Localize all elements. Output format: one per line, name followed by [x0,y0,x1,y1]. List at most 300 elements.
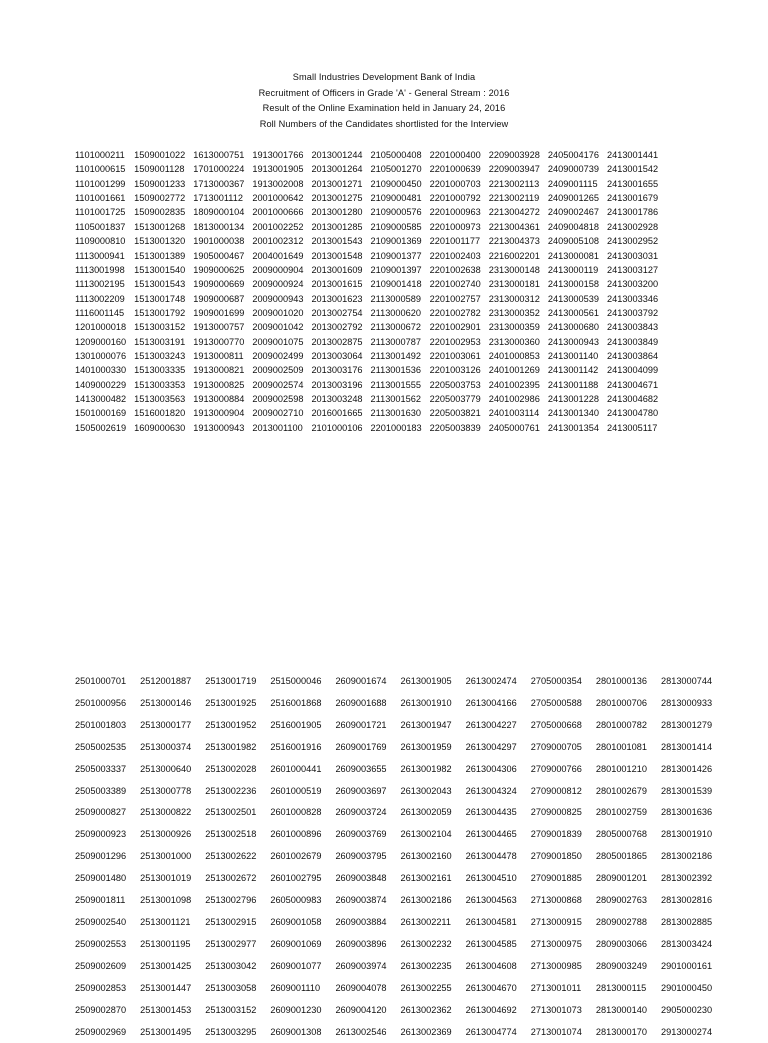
roll-number-cell: 2613002255 [401,978,452,1000]
roll-number-cell: 2201002757 [430,292,481,306]
roll-number-cell: 2713000915 [531,912,582,934]
roll-number-cell: 1909000625 [193,263,244,277]
roll-number-cell: 2405000761 [489,421,540,435]
roll-number-cell: 2109000450 [371,177,422,191]
roll-number-cell: 2313000360 [489,335,540,349]
roll-number-cell: 2605000983 [270,890,321,912]
roll-number-cell: 2413001228 [548,392,599,406]
roll-number-cell: 2016001665 [311,406,362,420]
roll-number-cell: 2901000161 [661,956,712,978]
roll-number-cell: 2513001019 [140,868,191,890]
roll-number-cell: 1809000104 [193,205,244,219]
roll-number-cell: 2009002710 [252,406,303,420]
roll-number-cell: 2209003947 [489,162,540,176]
roll-number-cell: 2105001270 [371,162,422,176]
roll-number-cell: 2609003874 [335,890,386,912]
roll-number-cell: 2413001542 [607,162,658,176]
roll-number-cell: 2509002553 [75,934,126,956]
roll-number-cell: 2009002574 [252,378,303,392]
roll-number-cell: 2813000933 [661,693,712,715]
roll-number-cell: 2209003928 [489,148,540,162]
roll-number-cell: 2013001543 [311,234,362,248]
roll-number-cell: 2201002953 [430,335,481,349]
roll-number-cell: 2413002928 [607,220,658,234]
roll-number-cell: 2613002362 [401,1000,452,1022]
roll-number-cell: 2413004780 [607,406,658,420]
roll-number-cell: 2413001679 [607,191,658,205]
roll-number-cell: 2013002754 [311,306,362,320]
roll-number-cell: 2613002546 [335,1022,386,1043]
roll-number-cell: 2601000828 [270,802,321,824]
roll-number-cell: 2609001110 [270,978,321,1000]
roll-number-cell: 2609003974 [335,956,386,978]
roll-number-cell: 2513001425 [140,956,191,978]
roll-number-cell: 2813001426 [661,759,712,781]
roll-number-cell: 2513001952 [205,715,256,737]
roll-number-cell: 1409000229 [75,378,126,392]
roll-number-cell: 2609003896 [335,934,386,956]
roll-number-cell: 1113002209 [75,292,126,306]
roll-number-cell: 2313000352 [489,306,540,320]
roll-number-cell: 2205003779 [430,392,481,406]
roll-number-cell: 2013001285 [311,220,362,234]
roll-number-cell: 2513001925 [205,693,256,715]
roll-number-cell: 1513001540 [134,263,185,277]
roll-number-cell: 2609001688 [335,693,386,715]
roll-number-cell: 2509001480 [75,868,126,890]
roll-number-cell: 2513002796 [205,890,256,912]
roll-number-cell: 1513001268 [134,220,185,234]
roll-number-cell: 2813000170 [596,1022,647,1043]
roll-number-cell: 2713000985 [531,956,582,978]
roll-number-cell: 2009002499 [252,349,303,363]
roll-number-cell: 1913000757 [193,320,244,334]
roll-number-cell: 2613004306 [466,759,517,781]
roll-number-cell: 2513000640 [140,759,191,781]
roll-number-cell: 1609000630 [134,421,185,435]
roll-number-cell: 2613002104 [401,824,452,846]
roll-number-cell: 2401001269 [489,363,540,377]
roll-number-cell: 2601000519 [270,781,321,803]
roll-number-cell: 2013003064 [311,349,362,363]
roll-number-cell: 2513002977 [205,934,256,956]
roll-number-cell: 1701000224 [193,162,244,176]
roll-number-cell: 1909000669 [193,277,244,291]
roll-number-cell: 2013001271 [311,177,362,191]
roll-number-cell: 2613002059 [401,802,452,824]
roll-number-cell: 2801000136 [596,671,647,693]
roll-number-cell: 2513001453 [140,1000,191,1022]
roll-number-cell: 2613001959 [401,737,452,759]
roll-number-cell: 2613002160 [401,846,452,868]
roll-number-cell: 2201000792 [430,191,481,205]
roll-number-cell: 2201000973 [430,220,481,234]
roll-number-cell: 2709000812 [531,781,582,803]
roll-number-cell: 2013001244 [311,148,362,162]
roll-number-cell: 2609004078 [335,978,386,1000]
roll-number-cell: 1513001320 [134,234,185,248]
roll-number-cell: 2813002885 [661,912,712,934]
header-shortlist-note: Roll Numbers of the Candidates shortlisted for the Interview [0,117,768,133]
roll-number-cell: 1909000687 [193,292,244,306]
roll-number-cell: 2413003200 [607,277,658,291]
roll-number-cell: 1513003243 [134,349,185,363]
roll-number-cell: 1513003335 [134,363,185,377]
roll-number-cell: 1301000076 [75,349,126,363]
roll-number-cell: 2109001377 [371,249,422,263]
roll-number-cell: 2801001210 [596,759,647,781]
roll-number-cell: 2013003176 [311,363,362,377]
roll-number-cell: 2009001042 [252,320,303,334]
roll-number-cell: 2113001555 [371,378,422,392]
roll-number-cell: 2705000354 [531,671,582,693]
header-bank-name: Small Industries Development Bank of India [0,70,768,86]
roll-number-cell: 2113001536 [371,363,422,377]
roll-number-cell: 1913000825 [193,378,244,392]
roll-number-cell: 2513002518 [205,824,256,846]
roll-number-cell: 2004001649 [252,249,303,263]
roll-number-cell: 2413003864 [607,349,658,363]
roll-number-cell: 1913002008 [252,177,303,191]
roll-number-cell: 1401000330 [75,363,126,377]
roll-number-cell: 2613001947 [401,715,452,737]
roll-number-cell: 2513001000 [140,846,191,868]
roll-number-cell: 2513001098 [140,890,191,912]
roll-number-cell: 2109001369 [371,234,422,248]
roll-number-cell: 2509000827 [75,802,126,824]
roll-number-cell: 2201000400 [430,148,481,162]
roll-number-cell: 2513003042 [205,956,256,978]
roll-number-cell: 2901000450 [661,978,712,1000]
roll-number-cell: 2513001495 [140,1022,191,1043]
roll-number-cell: 1909001699 [193,306,244,320]
roll-number-cell: 2813001910 [661,824,712,846]
roll-number-cell: 2709001850 [531,846,582,868]
roll-number-cell: 2513002672 [205,868,256,890]
roll-number-cell: 2709000825 [531,802,582,824]
roll-number-cell: 2813001636 [661,802,712,824]
roll-number-cell: 2801000706 [596,693,647,715]
roll-number-cell: 2813000140 [596,1000,647,1022]
roll-number-cell: 2113000787 [371,335,422,349]
roll-number-cell: 2613004435 [466,802,517,824]
roll-number-cell: 1913000811 [193,349,244,363]
roll-number-cell: 2509002870 [75,1000,126,1022]
roll-number-cell: 2513002236 [205,781,256,803]
roll-number-cell: 2201002403 [430,249,481,263]
roll-number-cell: 2516001905 [270,715,321,737]
roll-number-cell: 2613004585 [466,934,517,956]
roll-number-cell: 2413005117 [607,421,658,435]
roll-number-cell: 2513000374 [140,737,191,759]
roll-number-cell: 1713001112 [193,191,244,205]
roll-number-cell: 2405004176 [548,148,599,162]
roll-number-cell: 1109000810 [75,234,126,248]
roll-number-cell: 2513001121 [140,912,191,934]
roll-number-cell: 1116001145 [75,306,126,320]
roll-number-cell: 1509001233 [134,177,185,191]
roll-number-cell: 2513002622 [205,846,256,868]
roll-number-cell: 2213004361 [489,220,540,234]
roll-number-cell: 2509002540 [75,912,126,934]
roll-number-cell: 2713001011 [531,978,582,1000]
roll-number-cell: 2413000539 [548,292,599,306]
roll-number-cell: 2601000896 [270,824,321,846]
roll-number-cell: 2113000620 [371,306,422,320]
roll-number-cell: 2613004563 [466,890,517,912]
roll-number-cell: 2801001081 [596,737,647,759]
roll-number-cell: 1613000751 [193,148,244,162]
roll-number-cell: 2905000230 [661,1000,712,1022]
roll-number-cell: 2513002915 [205,912,256,934]
roll-number-cell: 2505003337 [75,759,126,781]
roll-number-cell: 2113001492 [371,349,422,363]
roll-number-cell: 2609003655 [335,759,386,781]
roll-number-cell: 2413003849 [607,335,658,349]
roll-number-cell: 1101001299 [75,177,126,191]
roll-number-cell: 2413003792 [607,306,658,320]
roll-number-cell: 2613002235 [401,956,452,978]
roll-number-cell: 2513001195 [140,934,191,956]
roll-number-cell: 2913000274 [661,1022,712,1043]
roll-number-cell: 2413001188 [548,378,599,392]
roll-number-cell: 2109000576 [371,205,422,219]
roll-number-cell: 2613004478 [466,846,517,868]
roll-number-cell: 2609001077 [270,956,321,978]
roll-number-cell: 2505002535 [75,737,126,759]
roll-number-cell: 2413001142 [548,363,599,377]
roll-number-cell: 1713000367 [193,177,244,191]
roll-number-cell: 2201002782 [430,306,481,320]
roll-number-cell: 1905000467 [193,249,244,263]
roll-number-cell: 2516001916 [270,737,321,759]
roll-number-cell: 2613004581 [466,912,517,934]
roll-number-cell: 2201003126 [430,363,481,377]
roll-number-cell: 2413003346 [607,292,658,306]
roll-number-cell: 2809003066 [596,934,647,956]
roll-number-cell: 2409000739 [548,162,599,176]
roll-number-cell: 2501001803 [75,715,126,737]
roll-number-cell: 2113001562 [371,392,422,406]
roll-number-cell: 2513000778 [140,781,191,803]
roll-number-cell: 2401000853 [489,349,540,363]
roll-number-cell: 2009000924 [252,277,303,291]
roll-number-cell: 2613001910 [401,693,452,715]
roll-number-cell: 1913000821 [193,363,244,377]
roll-number-cell: 1509001128 [134,162,185,176]
roll-number-cell: 2505003389 [75,781,126,803]
roll-number-cell: 2101000106 [311,421,362,435]
roll-number-cell: 2601002679 [270,846,321,868]
roll-number-cell: 2413001655 [607,177,658,191]
roll-number-cell: 2213004373 [489,234,540,248]
roll-number-cell: 2013001548 [311,249,362,263]
roll-number-cell: 2809003249 [596,956,647,978]
roll-number-table-2 [75,671,712,1043]
roll-number-cell: 2609004120 [335,1000,386,1022]
roll-number-cell: 2512001887 [140,671,191,693]
roll-number-cell: 2609003848 [335,868,386,890]
roll-number-cell: 2009000943 [252,292,303,306]
roll-number-cell: 2809002763 [596,890,647,912]
roll-number-cell: 2313000181 [489,277,540,291]
roll-number-cell: 2201003061 [430,349,481,363]
roll-number-cell: 2613002232 [401,934,452,956]
roll-number-cell: 1913000943 [193,421,244,435]
roll-number-cell: 2501000701 [75,671,126,693]
roll-number-cell: 2113001630 [371,406,422,420]
roll-number-cell: 2613004774 [466,1022,517,1043]
roll-number-cell: 1513001792 [134,306,185,320]
roll-number-cell: 2013002792 [311,320,362,334]
roll-number-cell: 2509001811 [75,890,126,912]
roll-number-cell: 1513001389 [134,249,185,263]
roll-number-cell: 2613004670 [466,978,517,1000]
roll-number-cell: 2709001839 [531,824,582,846]
roll-number-cell: 2013001280 [311,205,362,219]
header-exam-result: Result of the Online Examination held in January 24, 2016 [0,101,768,117]
roll-number-cell: 2413001441 [607,148,658,162]
roll-number-cell: 2313000148 [489,263,540,277]
roll-number-cell: 2613002043 [401,781,452,803]
roll-number-cell: 2409005108 [548,234,599,248]
roll-number-cell: 2613001905 [401,671,452,693]
roll-number-cell: 2513000177 [140,715,191,737]
roll-number-cell: 1209000160 [75,335,126,349]
roll-number-cell: 2613004510 [466,868,517,890]
roll-number-cell: 2609001069 [270,934,321,956]
roll-number-cell: 2813002816 [661,890,712,912]
roll-number-cell: 2613002161 [401,868,452,890]
roll-number-cell: 2413004671 [607,378,658,392]
roll-number-cell: 2413001786 [607,205,658,219]
roll-number-cell: 2613002186 [401,890,452,912]
roll-number-cell: 2201002740 [430,277,481,291]
roll-number-cell: 2413004682 [607,392,658,406]
roll-number-cell: 2413000943 [548,335,599,349]
roll-number-cell: 2409001265 [548,191,599,205]
roll-number-cell: 1516001820 [134,406,185,420]
roll-number-cell: 2201000183 [371,421,422,435]
roll-number-cell: 2109001418 [371,277,422,291]
roll-number-cell: 2705000588 [531,693,582,715]
roll-number-cell: 2013001609 [311,263,362,277]
roll-number-cell: 2813000115 [596,978,647,1000]
roll-number-cell: 2609001058 [270,912,321,934]
roll-number-cell: 2613004227 [466,715,517,737]
roll-number-cell: 2413003031 [607,249,658,263]
roll-number-cell: 1513003563 [134,392,185,406]
roll-number-cell: 2813001414 [661,737,712,759]
roll-number-cell: 1513001543 [134,277,185,291]
roll-number-cell: 2515000046 [270,671,321,693]
roll-number-cell: 2513003295 [205,1022,256,1043]
roll-number-cell: 2609003769 [335,824,386,846]
roll-number-cell: 2109000481 [371,191,422,205]
roll-number-cell: 1101000615 [75,162,126,176]
roll-number-cell: 2413000561 [548,306,599,320]
roll-number-cell: 1505002619 [75,421,126,435]
roll-number-cell: 2713000975 [531,934,582,956]
roll-number-cell: 2013001275 [311,191,362,205]
roll-number-cell: 1113002195 [75,277,126,291]
roll-number-cell: 2213002119 [489,191,540,205]
roll-number-cell: 2813001279 [661,715,712,737]
roll-number-cell: 2705000668 [531,715,582,737]
roll-number-cell: 2013003248 [311,392,362,406]
roll-number-cell: 2713000868 [531,890,582,912]
roll-number-cell: 2709001885 [531,868,582,890]
roll-number-cell: 2413004099 [607,363,658,377]
roll-number-cell: 2801002759 [596,802,647,824]
roll-number-cell: 2013001100 [252,421,303,435]
roll-number-cell: 1513003191 [134,335,185,349]
roll-number-cell: 2413003843 [607,320,658,334]
roll-number-cell: 2113000672 [371,320,422,334]
roll-number-cell: 2009002509 [252,363,303,377]
roll-number-cell: 1509002835 [134,205,185,219]
roll-number-cell: 1201000018 [75,320,126,334]
roll-number-cell: 2613004297 [466,737,517,759]
roll-number-cell: 2513003152 [205,1000,256,1022]
roll-number-cell: 2813001539 [661,781,712,803]
roll-number-cell: 2105000408 [371,148,422,162]
roll-number-cell: 2609003884 [335,912,386,934]
roll-number-cell: 2613002211 [401,912,452,934]
roll-number-cell: 2601002795 [270,868,321,890]
roll-number-cell: 2313000359 [489,320,540,334]
roll-number-cell: 2201002901 [430,320,481,334]
roll-number-cell: 2509002853 [75,978,126,1000]
roll-number-cell: 2513000926 [140,824,191,846]
roll-number-cell: 2013002875 [311,335,362,349]
document-header [0,70,768,132]
roll-number-cell: 2413001354 [548,421,599,435]
roll-number-cell: 2805000768 [596,824,647,846]
roll-number-cell: 2813000744 [661,671,712,693]
roll-number-cell: 2609003697 [335,781,386,803]
roll-number-cell: 1501000169 [75,406,126,420]
roll-number-cell: 2409002467 [548,205,599,219]
roll-number-cell: 2609003795 [335,846,386,868]
roll-number-table-1 [75,148,658,435]
roll-number-cell: 2613001982 [401,759,452,781]
roll-number-cell: 2609001230 [270,1000,321,1022]
roll-number-cell: 2013003196 [311,378,362,392]
roll-number-cell: 2513002501 [205,802,256,824]
roll-number-cell: 1913000884 [193,392,244,406]
roll-number-cell: 2205003839 [430,421,481,435]
roll-number-cell: 1105001837 [75,220,126,234]
roll-number-cell: 2001002252 [252,220,303,234]
roll-number-cell: 1513003152 [134,320,185,334]
roll-number-cell: 2509001296 [75,846,126,868]
roll-number-cell: 1101001725 [75,205,126,219]
roll-number-cell: 2216002201 [489,249,540,263]
roll-number-cell: 2205003753 [430,378,481,392]
roll-number-cell: 2001000642 [252,191,303,205]
roll-number-cell: 2613004166 [466,693,517,715]
roll-number-cell: 2401002395 [489,378,540,392]
roll-number-cell: 2013001264 [311,162,362,176]
roll-number-cell: 2109000585 [371,220,422,234]
roll-number-cell: 1113000941 [75,249,126,263]
roll-number-cell: 1901000038 [193,234,244,248]
roll-number-cell: 1513001748 [134,292,185,306]
roll-number-cell: 2201000639 [430,162,481,176]
roll-number-cell: 1101001661 [75,191,126,205]
roll-number-cell: 2813003424 [661,934,712,956]
